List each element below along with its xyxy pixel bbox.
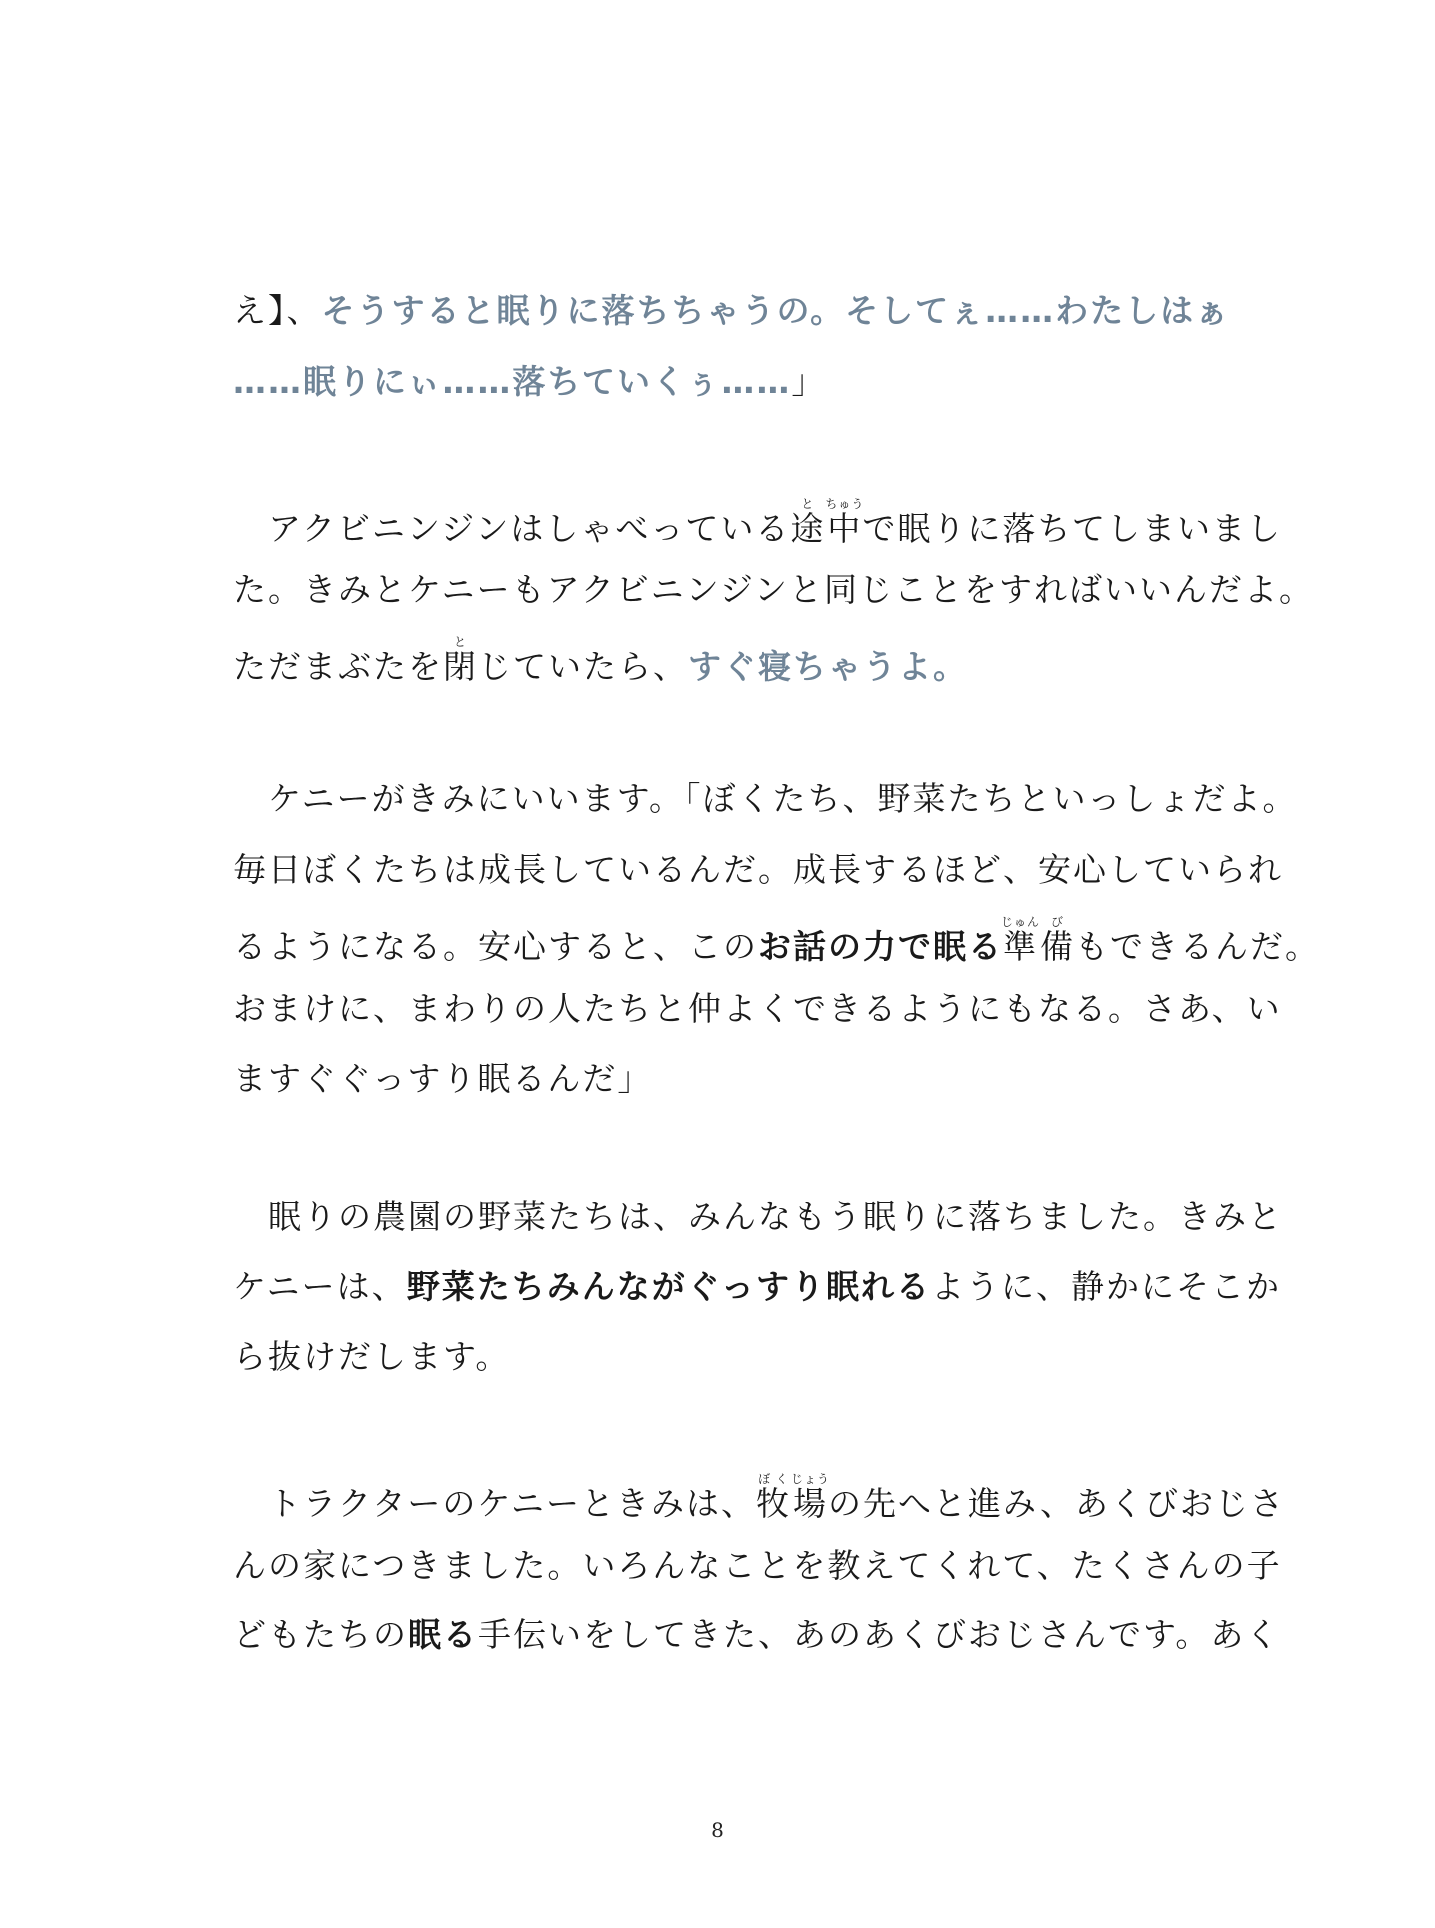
emphasis-text: そうすると眠りに落ちちゃうの。そしてぇ……わたしはぁ <box>321 291 1231 330</box>
ruby-word <box>756 1472 792 1523</box>
text-line <box>233 497 1283 548</box>
text-line <box>233 1472 1286 1523</box>
text-segment: るようになる。安心すると、この <box>233 927 758 966</box>
text-line: んの家につきました。いろんなことを教えてくれて、たくさんの子 <box>233 1546 1282 1585</box>
text-line <box>233 915 1320 966</box>
ruby-reading: じょう <box>791 1472 831 1486</box>
text-line: た。きみとケニーもアクビニンジンと同じことをすればいいんだよ。 <box>233 570 1315 609</box>
text-segment: 手伝いをしてきた、あのあくびおじさんです。あく <box>478 1615 1281 1654</box>
ruby-reading: じゅん <box>1001 915 1041 929</box>
ruby-reading: と <box>443 635 478 649</box>
bold-text: 野菜たちみんながぐっすり眠れる <box>406 1267 932 1306</box>
ruby-word <box>1040 915 1075 966</box>
text-line: 眠りの農園の野菜たちは、みんなもう眠りに落ちました。きみと <box>233 1197 1283 1236</box>
ruby-reading: と <box>790 497 826 511</box>
text-segment: で眠りに落ちてしまいまし <box>862 509 1283 548</box>
ruby-base: 中 <box>825 509 865 548</box>
ruby-word <box>1001 915 1041 966</box>
text-segment: 」 <box>791 362 827 401</box>
text-line: 毎日ぼくたちは成長しているんだ。成長するほど、安心していられ <box>233 850 1283 889</box>
ruby-word <box>825 497 865 548</box>
ruby-base: 途 <box>790 509 826 548</box>
text-line <box>233 358 826 406</box>
text-segment: トラクターのケニーときみは、 <box>233 1484 757 1523</box>
emphasis-text: ……眠りにぃ……落ちていくぅ…… <box>233 362 792 401</box>
page-number: 8 <box>711 1818 724 1842</box>
bold-text: お話の力で眠る <box>758 927 1003 966</box>
ruby-base: 準 <box>1001 927 1040 966</box>
text-line: おまけに、まわりの人たちと仲よくできるようにもなる。さあ、い <box>233 989 1282 1028</box>
ruby-base: 閉 <box>443 647 478 686</box>
ruby-base: 牧 <box>756 1484 792 1523</box>
ruby-base: 備 <box>1040 927 1075 966</box>
ruby-reading: ちゅう <box>825 497 865 511</box>
text-line: ケニーがきみにいいます。「ぼくたち、野菜たちといっしょだよ。 <box>233 779 1298 818</box>
text-segment: ただまぶたを <box>233 647 443 686</box>
text-line: ら抜けだします。 <box>233 1337 511 1376</box>
text-line <box>233 287 1230 335</box>
text-line <box>233 1611 1280 1659</box>
ruby-word <box>443 635 478 686</box>
ruby-word <box>791 1472 831 1523</box>
ruby-base: 場 <box>791 1484 831 1523</box>
ruby-reading: び <box>1040 915 1075 929</box>
text-line: ますぐぐっすり眠るんだ」 <box>233 1059 653 1098</box>
text-segment: アクビニンジンはしゃべっている <box>233 509 791 548</box>
text-line <box>233 1263 1281 1311</box>
text-line <box>233 635 968 686</box>
text-segment: え】、 <box>233 291 322 330</box>
emphasis-text: すぐ寝ちゃうよ。 <box>688 647 968 686</box>
text-segment: じていたら、 <box>478 647 688 686</box>
text-segment: の先へと進み、あくびおじさ <box>828 1484 1286 1523</box>
bold-text: 眠る <box>408 1615 478 1654</box>
text-segment: ように、静かにそこか <box>931 1267 1282 1306</box>
ruby-reading: ぼく <box>756 1472 792 1486</box>
ruby-word <box>790 497 826 548</box>
text-segment: もできるんだ。 <box>1075 927 1320 966</box>
text-segment: どもたちの <box>233 1615 408 1654</box>
text-segment: ケニーは、 <box>233 1267 407 1306</box>
